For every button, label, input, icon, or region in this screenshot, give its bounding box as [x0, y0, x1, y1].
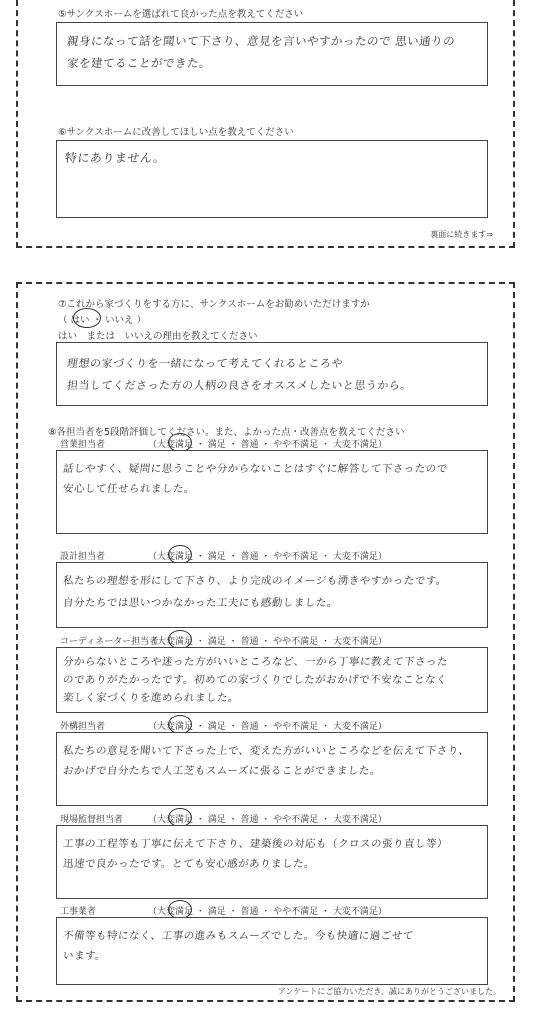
role-label-sales: 営業担当者 — [60, 440, 106, 450]
comment-line: 私たちの意見を聞いて下さった上で、変えた方がいいところなどを伝えて下さり、 — [62, 745, 471, 757]
rating-comment-box-site-supervisor — [56, 825, 488, 899]
rating-comment-box-sales — [56, 450, 488, 534]
question-6-answer-line: 特にありません。 — [64, 151, 167, 165]
comment-line: 話しやすく、疑問に思うことや分からないことはすぐに解答して下さったので — [62, 463, 449, 475]
question-8-label: ⑧各担当者を5段階評価してください。また、よかった点・改善点を教えてください — [48, 427, 405, 438]
comment-line: 迅速で良かったです。とても安心感がありました。 — [62, 858, 316, 870]
question-5-label: ⑤サンクスホームを選ばれて良かった点を教えてください — [58, 9, 304, 20]
rating-scale: （大変満足 ・ 満足 ・ 普通 ・ やや不満足 ・ 大変不満足） — [148, 552, 387, 562]
question-5-answer-box — [56, 22, 488, 86]
selected-option-circle — [73, 308, 101, 328]
comment-line: おかげで自分たちで人工芝もスムーズに張ることができました。 — [62, 765, 382, 777]
rating-comment-box-design — [56, 562, 488, 628]
rating-scale: （大変満足 ・ 満足 ・ 普通 ・ やや不満足 ・ 大変不満足） — [148, 815, 387, 825]
question-5-answer-line: 親身になって話を聞いて下さり、意見を言いやすかったので 思い通りの — [66, 34, 456, 48]
rating-scale: （大変満足 ・ 満足 ・ 普通 ・ やや不満足 ・ 大変不満足） — [148, 440, 387, 450]
question-7-answer-line: 理想の家づくりを一緒になって考えてくれるところや — [66, 357, 344, 370]
survey-page-front — [16, 0, 515, 248]
comment-line: 楽しく家づくりを進められました。 — [62, 692, 240, 704]
rating-comment-box-contractor — [56, 917, 488, 985]
comment-line: います。 — [62, 950, 107, 962]
rating-scale: （大変満足 ・ 満足 ・ 普通 ・ やや不満足 ・ 大変不満足） — [148, 722, 387, 732]
continue-note: 裏面に続きます⇒ — [430, 230, 493, 239]
rating-scale: （大変満足 ・ 満足 ・ 普通 ・ やや不満足 ・ 大変不満足） — [148, 907, 387, 917]
question-6-label: ⑥サンクスホームに改善してほしい点を教えてください — [58, 127, 294, 138]
rating-comment-box-coordinator — [56, 647, 488, 713]
comment-line: 自分たちでは思いつかなかった工夫にも感動しました。 — [62, 597, 339, 609]
question-7-answer-line: 担当してくださった方の人柄の良さをオススメしたいと思うから。 — [66, 379, 413, 392]
role-label-contractor: 工事業者 — [60, 907, 97, 917]
comment-line: 私たちの理想を形にして下さり、より完成のイメージも湧きやすかったです。 — [62, 575, 448, 587]
role-label-design: 設計担当者 — [60, 552, 106, 562]
comment-line: 安心して任せられました。 — [62, 483, 196, 495]
comment-line: 工事の工程等も丁寧に伝えて下さり、建築後の対応も（クロスの張り直し等） — [62, 838, 449, 850]
role-label-site-supervisor: 現場監督担当者 — [60, 815, 124, 825]
question-6-answer-box — [56, 140, 488, 218]
closing-thanks: アンケートにご協力いただき、誠にありがとうございました。 — [277, 987, 501, 996]
question-5-answer-line: 家を建てることができた。 — [66, 56, 212, 70]
question-7-label: ⑦これから家づくりをする方に、サンクスホームをお勧めいただけますか — [58, 299, 370, 310]
rating-scale: （大変満足 ・ 満足 ・ 普通 ・ やや不満足 ・ 大変不満足） — [148, 637, 387, 647]
rating-comment-box-exterior — [56, 732, 488, 806]
question-7-options: （ はい ・ いいえ ） — [58, 315, 147, 326]
question-7-answer-box — [56, 342, 488, 406]
role-label-exterior: 外構担当者 — [60, 722, 106, 732]
comment-line: 分からないところや迷った方がいいところなど、一から丁寧に教えて下さった — [62, 656, 449, 668]
role-label-coordinator: コーディネーター担当者 — [60, 637, 159, 647]
comment-line: のでありがたかったです。初めての家づくりでしたがおかげで不安なことなく — [62, 674, 448, 686]
comment-line: 不備等も特になく、工事の進みもスムーズでした。今も快適に過ごせて — [62, 930, 415, 942]
survey-page-back — [16, 282, 515, 1002]
question-7-sublabel: はい または いいえの理由を教えてください — [58, 331, 258, 342]
